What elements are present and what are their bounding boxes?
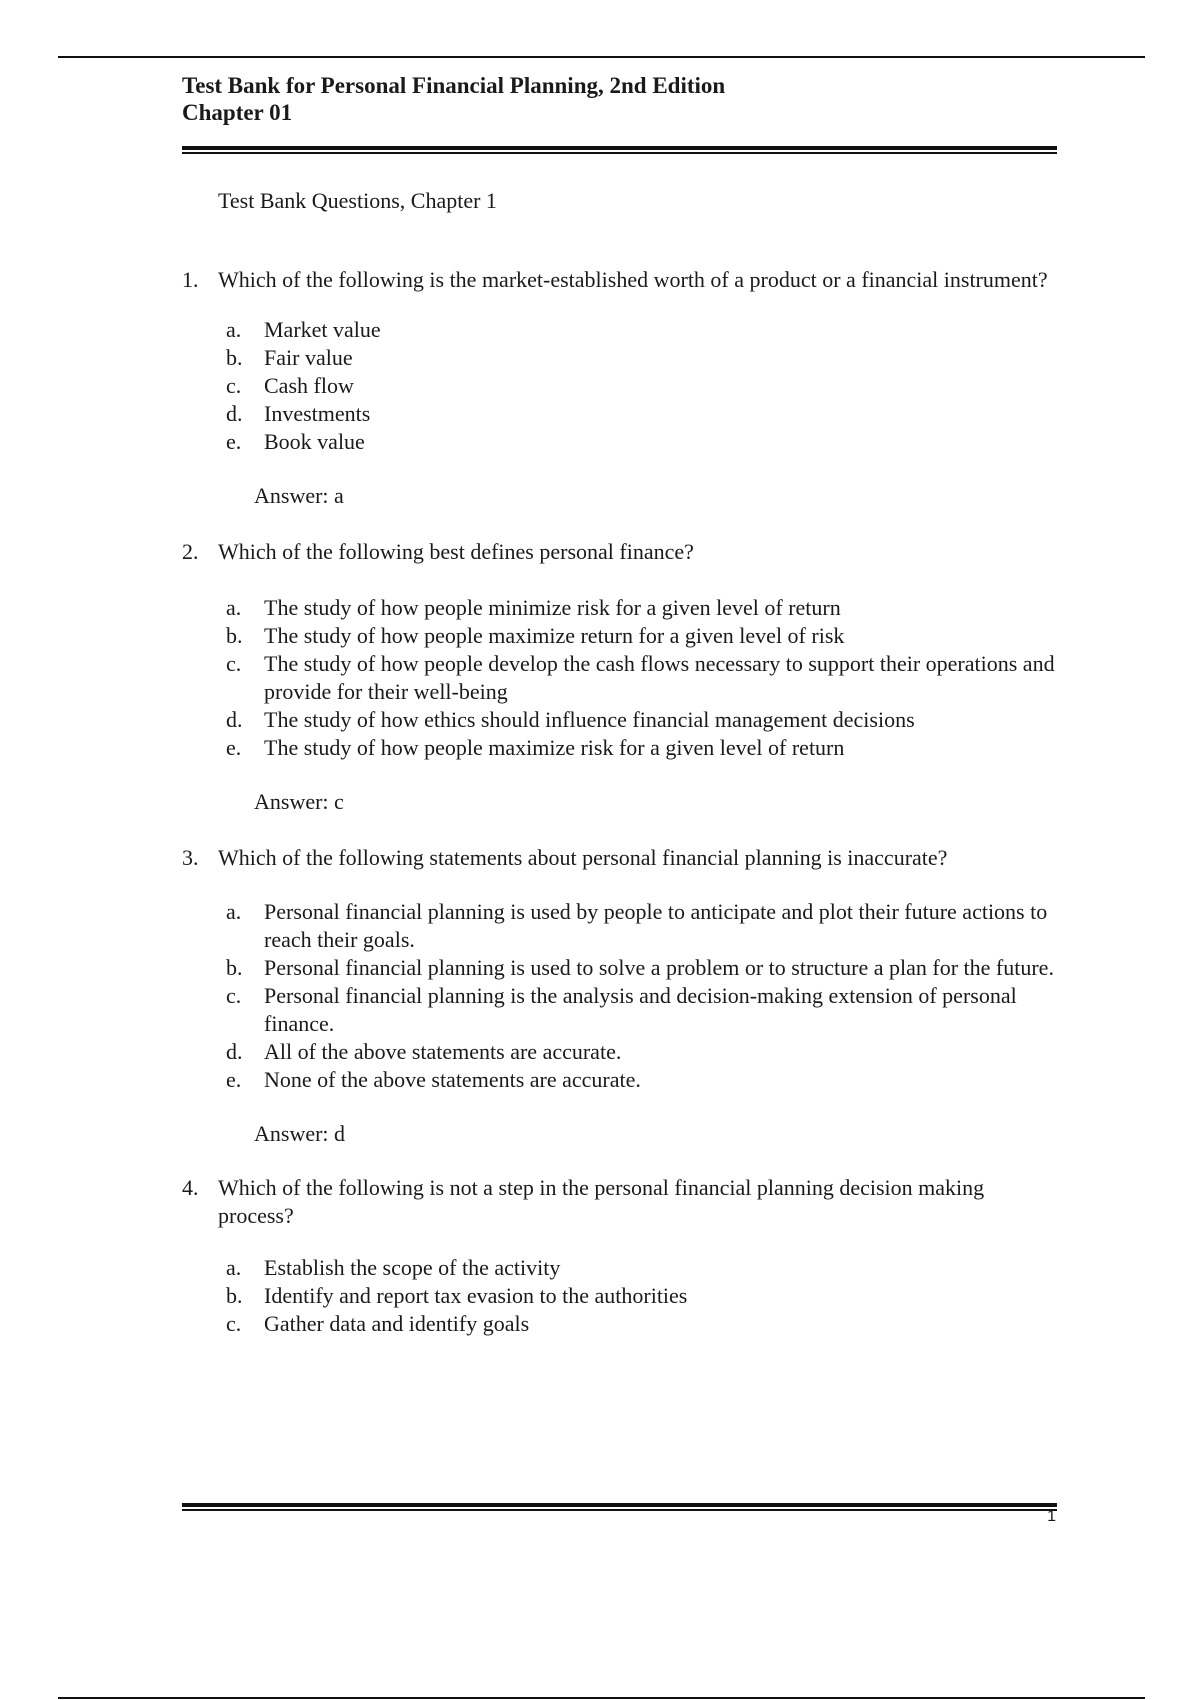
document-content bbox=[182, 72, 1057, 1338]
option-letter: a. bbox=[226, 595, 242, 620]
option-letter: e. bbox=[226, 429, 242, 454]
option-text: The study of how people maximize return for a given level of risk bbox=[264, 623, 845, 648]
option-letter: a. bbox=[226, 899, 242, 924]
option-item bbox=[182, 1282, 1057, 1310]
option-letter: d. bbox=[226, 1039, 243, 1064]
question-block bbox=[182, 1174, 1057, 1338]
page-top-rule bbox=[58, 56, 1145, 58]
option-text: The study of how people develop the cash flows necessary to support their operations and provide for their well-being bbox=[264, 651, 1055, 704]
option-item bbox=[182, 1254, 1057, 1282]
answer-options bbox=[182, 594, 1057, 762]
question-stem bbox=[182, 1174, 1057, 1230]
option-text: Personal financial planning is the analysis and decision-making extension of personal finance. bbox=[264, 983, 1017, 1036]
answer-key: Answer: c bbox=[254, 789, 344, 814]
option-text: Personal financial planning is used to solve a problem or to structure a plan for the future. bbox=[264, 955, 1054, 980]
chapter-title: Chapter 01 bbox=[182, 100, 293, 125]
answer-key: Answer: d bbox=[254, 1121, 346, 1146]
option-item bbox=[182, 650, 1057, 706]
option-item bbox=[182, 372, 1057, 400]
option-letter: c. bbox=[226, 651, 242, 676]
option-item bbox=[182, 1038, 1057, 1066]
option-text: All of the above statements are accurate. bbox=[264, 1039, 622, 1064]
option-item bbox=[182, 1066, 1057, 1094]
option-text: Fair value bbox=[264, 345, 353, 370]
section-intro: Test Bank Questions, Chapter 1 bbox=[218, 188, 497, 213]
question-stem bbox=[182, 844, 1057, 872]
question-stem bbox=[182, 266, 1057, 294]
option-text: Cash flow bbox=[264, 373, 354, 398]
option-item bbox=[182, 706, 1057, 734]
question-number: 4. bbox=[182, 1175, 199, 1200]
question-block bbox=[182, 266, 1057, 510]
option-text: Identify and report tax evasion to the authorities bbox=[264, 1283, 688, 1308]
option-item bbox=[182, 954, 1057, 982]
option-text: Establish the scope of the activity bbox=[264, 1255, 561, 1280]
question-text: Which of the following is not a step in the personal financial planning decision making process? bbox=[218, 1175, 985, 1228]
option-text: Market value bbox=[264, 317, 381, 342]
question-stem bbox=[182, 538, 1057, 566]
option-letter: b. bbox=[226, 955, 243, 980]
option-text: Gather data and identify goals bbox=[264, 1311, 530, 1336]
option-letter: c. bbox=[226, 1311, 242, 1336]
question-block bbox=[182, 844, 1057, 1148]
option-item bbox=[182, 898, 1057, 954]
option-item bbox=[182, 594, 1057, 622]
option-text: None of the above statements are accurate. bbox=[264, 1067, 641, 1092]
option-text: Book value bbox=[264, 429, 365, 454]
page-number: 1 bbox=[1047, 1508, 1056, 1525]
option-letter: b. bbox=[226, 1283, 243, 1308]
option-item bbox=[182, 344, 1057, 372]
option-letter: e. bbox=[226, 1067, 242, 1092]
answer-options bbox=[182, 898, 1057, 1094]
option-letter: b. bbox=[226, 345, 243, 370]
option-item bbox=[182, 400, 1057, 428]
document-title: Test Bank for Personal Financial Planning, 2nd Edition bbox=[182, 73, 726, 98]
option-letter: e. bbox=[226, 735, 242, 760]
option-letter: c. bbox=[226, 373, 242, 398]
question-block bbox=[182, 538, 1057, 816]
answer-options bbox=[182, 316, 1057, 456]
option-item bbox=[182, 316, 1057, 344]
option-text: The study of how ethics should influence financial management decisions bbox=[264, 707, 915, 732]
question-number: 3. bbox=[182, 845, 199, 870]
option-letter: a. bbox=[226, 317, 242, 342]
option-text: Investments bbox=[264, 401, 371, 426]
option-text: The study of how people maximize risk for a given level of return bbox=[264, 735, 845, 760]
document-header bbox=[182, 72, 1057, 126]
option-letter: b. bbox=[226, 623, 243, 648]
question-text: Which of the following best defines personal finance? bbox=[218, 539, 694, 564]
question-number: 2. bbox=[182, 539, 199, 564]
option-letter: d. bbox=[226, 401, 243, 426]
question-text: Which of the following is the market-established worth of a product or a financial instrument? bbox=[218, 267, 1048, 292]
option-item bbox=[182, 982, 1057, 1038]
option-letter: c. bbox=[226, 983, 242, 1008]
option-letter: d. bbox=[226, 707, 243, 732]
option-item bbox=[182, 428, 1057, 456]
footer-double-rule bbox=[182, 1503, 1057, 1511]
answer-key: Answer: a bbox=[254, 483, 344, 508]
question-number: 1. bbox=[182, 267, 199, 292]
option-item bbox=[182, 1310, 1057, 1338]
option-letter: a. bbox=[226, 1255, 242, 1280]
header-double-rule bbox=[182, 146, 1057, 154]
answer-options bbox=[182, 1254, 1057, 1338]
option-item bbox=[182, 734, 1057, 762]
option-text: The study of how people minimize risk for a given level of return bbox=[264, 595, 841, 620]
option-text: Personal financial planning is used by people to anticipate and plot their future actions to reach their goals. bbox=[264, 899, 1048, 952]
page-bottom-rule bbox=[58, 1697, 1145, 1699]
question-text: Which of the following statements about personal financial planning is inaccurate? bbox=[218, 845, 948, 870]
option-item bbox=[182, 622, 1057, 650]
